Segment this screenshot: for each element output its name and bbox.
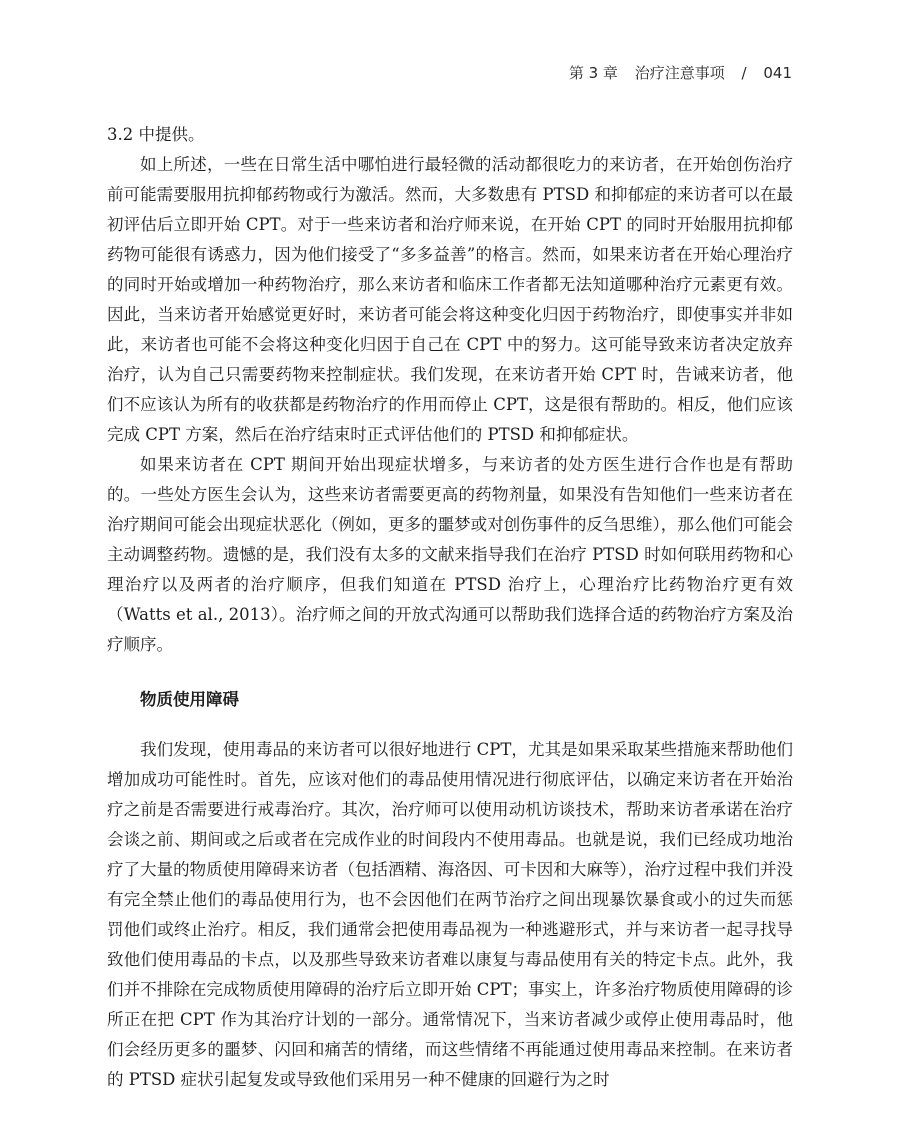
- paragraph-antidepressants: 如上所述，一些在日常生活中哪怕进行最轻微的活动都很吃力的来访者，在开始创伤治疗前可能需要服用抗抑郁药物或行为激活。然而，大多数患有 PTSD 和抑郁症的来访者可以在最初评估后立即开始 CPT。对于一些来访者和治疗师来说，在开始 CPT 的同时开始服用抗抑郁药物可能很有诱惑力，因为他们接受了“多多益善”的格言。然而，如果来访者在开始心理治疗的同时开始或增加一种药物治疗，那么来访者和临床工作者都无法知道哪种治疗元素更有效。因此，当来访者开始感觉更好时，来访者可能会将这种变化归因于药物治疗，即使事实并非如此，来访者也可能不会将这种变化归因于自己在 CPT 中的努力。这可能导致来访者决定放弃治疗，认为自己只需要药物来控制症状。我们发现，在来访者开始 CPT 时，告诫来访者，他们不应该认为所有的收获都是药物治疗的作用而停止 CPT，这是很有帮助的。相反，他们应该完成 CPT 方案，然后在治疗结束时正式评估他们的 PTSD 和抑郁症状。: [107, 155, 793, 444]
- running-header: [569, 62, 792, 83]
- section-heading: 物质使用障碍: [140, 690, 239, 709]
- section-title: 治疗注意事项: [634, 64, 725, 82]
- paragraph-continuation: 3.2 中提供。: [107, 125, 205, 144]
- page-body: [107, 120, 793, 1095]
- paragraph-substance-use: 我们发现，使用毒品的来访者可以很好地进行 CPT，尤其是如果采取某些措施来帮助他们增加成功可能性时。首先，应该对他们的毒品使用情况进行彻底评估，以确定来访者在开始治疗之前是否需要进行戒毒治疗。其次，治疗师可以使用动机访谈技术，帮助来访者承诺在治疗会谈之前、期间或之后或者在完成作业的时间段内不使用毒品。也就是说，我们已经成功地治疗了大量的物质使用障碍来访者（包括酒精、海洛因、可卡因和大麻等），治疗过程中我们并没有完全禁止他们的毒品使用行为，也不会因他们在两节治疗之间出现暴饮暴食或小的过失而惩罚他们或终止治疗。相反，我们通常会把使用毒品视为一种逃避形式，并与来访者一起寻找导致他们使用毒品的卡点，以及那些导致来访者难以康复与毒品使用有关的特定卡点。此外，我们并不排除在完成物质使用障碍的治疗后立即开始 CPT；事实上，许多治疗物质使用障碍的诊所正在把 CPT 作为其治疗计划的一部分。通常情况下，当来访者减少或停止使用毒品时，他们会经历更多的噩梦、闪回和痛苦的情绪，而这些情绪不再能通过使用毒品来控制。在来访者的 PTSD 症状引起复发或导致他们采用另一种不健康的回避行为之时: [107, 740, 793, 1089]
- chapter-label: 第 3 章: [568, 64, 618, 82]
- header-separator: /: [741, 64, 747, 82]
- paragraph-prescriber-collaboration: 如果来访者在 CPT 期间开始出现症状增多，与来访者的处方医生进行合作也是有帮助的。一些处方医生会认为，这些来访者需要更高的药物剂量，如果没有告知他们一些来访者在治疗期间可能会出现症状恶化（例如，更多的噩梦或对创伤事件的反刍思维），那么他们可能会主动调整药物。遗憾的是，我们没有太多的文献来指导我们在治疗 PTSD 时如何联用药物和心理治疗以及两者的治疗顺序，但我们知道在 PTSD 治疗上，心理治疗比药物治疗更有效（Watts et al., 2013）。治疗师之间的开放式沟通可以帮助我们选择合适的药物治疗方案及治疗顺序。: [107, 455, 793, 654]
- page-number: 041: [763, 64, 792, 82]
